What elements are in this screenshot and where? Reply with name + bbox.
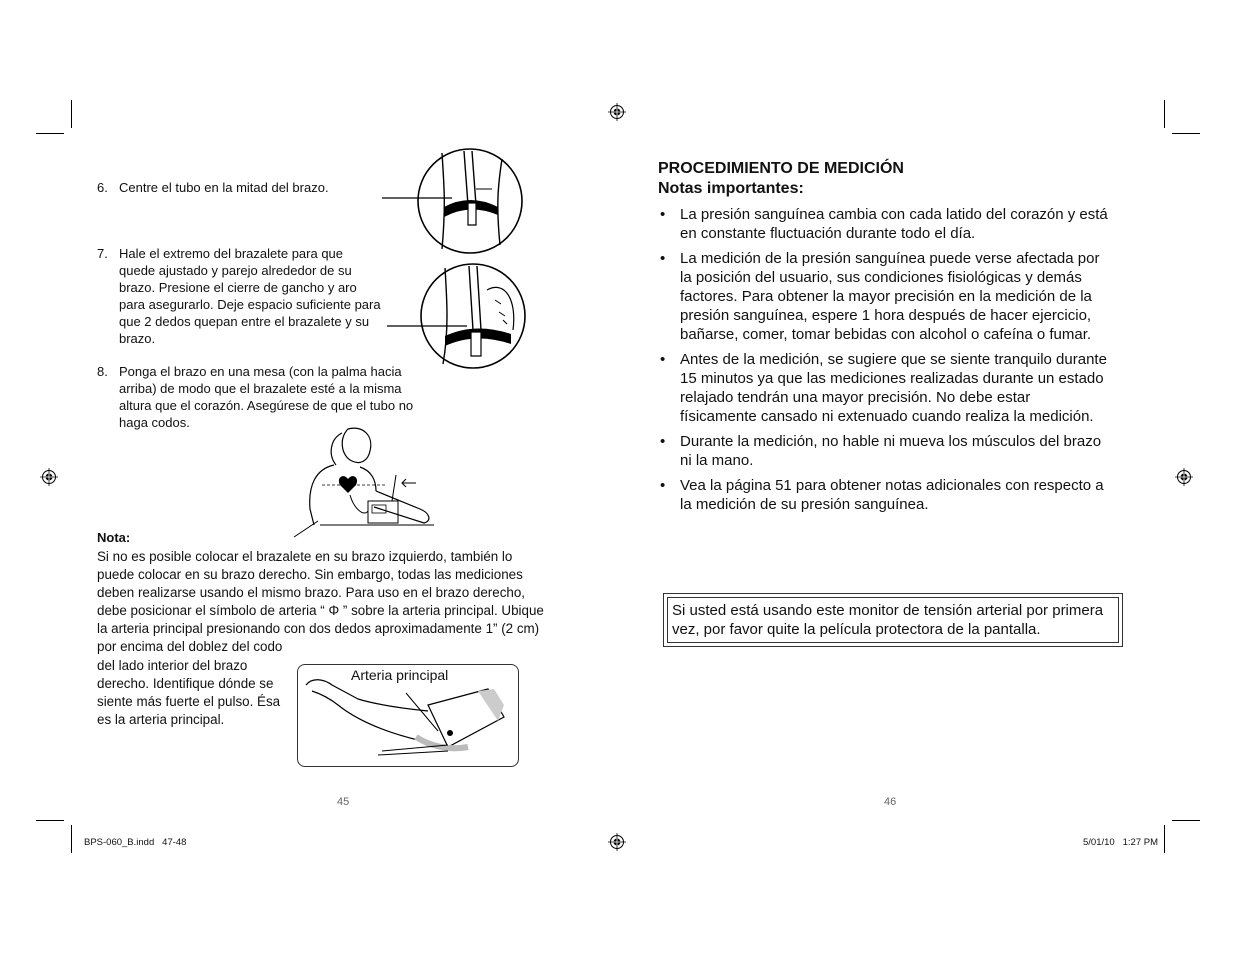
step-text: Centre el tubo en la mitad del brazo. [119,180,329,195]
slug-file: BPS-060_B.indd 47-48 [84,837,187,848]
crop-mark [1164,100,1165,128]
seated-person-illustration [290,425,440,540]
registration-mark-icon [608,833,626,851]
notice-text: Si usted está usando este monitor de tensión arterial por primera vez, por favor quite la película protectora de la pantalla. [667,597,1119,643]
artery-figure [297,664,519,767]
list-item [658,249,1108,344]
crop-mark [36,820,64,821]
crop-mark [1172,820,1200,821]
page-number-right: 46 [884,796,897,808]
notes-list [658,205,1108,520]
list-item-text: La presión sanguínea cambia con cada latido del corazón y está en constante fluctuación durante todo el día. [680,206,1108,242]
arm-cuff-illustration [385,260,535,372]
arm-tube-illustration [380,145,530,257]
crop-mark [1172,133,1200,134]
crop-mark [71,825,72,853]
registration-mark-icon [608,103,626,121]
bullet-icon: • [660,250,666,267]
page-number-left: 45 [337,796,350,808]
section-subheading: Notas importantes: [658,180,804,197]
artery-label: Arteria principal [351,667,449,683]
crop-mark [1164,825,1165,853]
registration-mark-icon [40,468,58,486]
notice-box [663,593,1123,647]
slug-date: 5/01/10 1:27 PM [1083,837,1158,848]
registration-mark-icon [1175,468,1193,486]
list-item-text: La medición de la presión sanguínea puede verse afectada por la posición del usuario, sus condiciones fisiológicas y demás factores. Para obtener la mayor precisión en la medición de la presión sanguínea, espere 1 hora después de hacer ejercicio, bañarse, comer, tomar bebidas con alcohol o cafeína o fumar. [680,250,1100,343]
bullet-icon: • [660,206,666,223]
section-heading: PROCEDIMIENTO DE MEDICIÓN [658,160,904,177]
list-item [658,476,1108,514]
list-item-text: Vea la página 51 para obtener notas adicionales con respecto a la medición de su presión sanguínea. [680,477,1104,513]
note-body: Si no es posible colocar el brazalete en su brazo izquierdo, también lo puede colocar en su brazo derecho. Sin embargo, todas las mediciones deben realizarse usando el mismo brazo. Para uso en el brazo derecho, debe posicionar el símbolo de arteria “ Φ ” sobre la arteria principal. Ubique la arteria principal presionando con dos dedos aproximadamente 1” (2 cm) por encima del doblez del codo [97,549,544,654]
bullet-icon: • [660,433,666,450]
list-item [658,432,1108,470]
list-item-text: Antes de la medición, se sugiere que se siente tranquilo durante 15 minutos ya que las mediciones realizadas durante un estado relajado tendrán una mayor precisión. No debe estar físicamente cansado ni extenuado cuando realiza la medición. [680,351,1107,425]
step-text: Ponga el brazo en una mesa (con la palma hacia arriba) de modo que el brazalete esté a la misma altura que el corazón. Asegúrese de que el tubo no haga codos. [119,364,414,430]
bullet-icon: • [660,477,666,494]
crop-mark [71,100,72,128]
step-number: 8. [97,364,108,379]
step-text: Hale el extremo del brazalete para que quede ajustado y parejo alrededor de su brazo. Presione el cierre de gancho y aro para asegurarlo. Deje espacio suficiente para que 2 dedos quepan entre el brazalete y su brazo. [119,246,381,346]
note-title: Nota: [97,530,131,545]
bullet-icon: • [660,351,666,368]
list-item-text: Durante la medición, no hable ni mueva los músculos del brazo ni la mano. [680,433,1102,469]
step-number: 7. [97,246,108,261]
step-number: 6. [97,180,108,195]
list-item [658,350,1108,426]
list-item [658,205,1108,243]
note-tail: del lado interior del brazo derecho. Identifique dónde se siente más fuerte el pulso. Ésa es la arteria principal. [97,658,281,727]
crop-mark [36,133,64,134]
